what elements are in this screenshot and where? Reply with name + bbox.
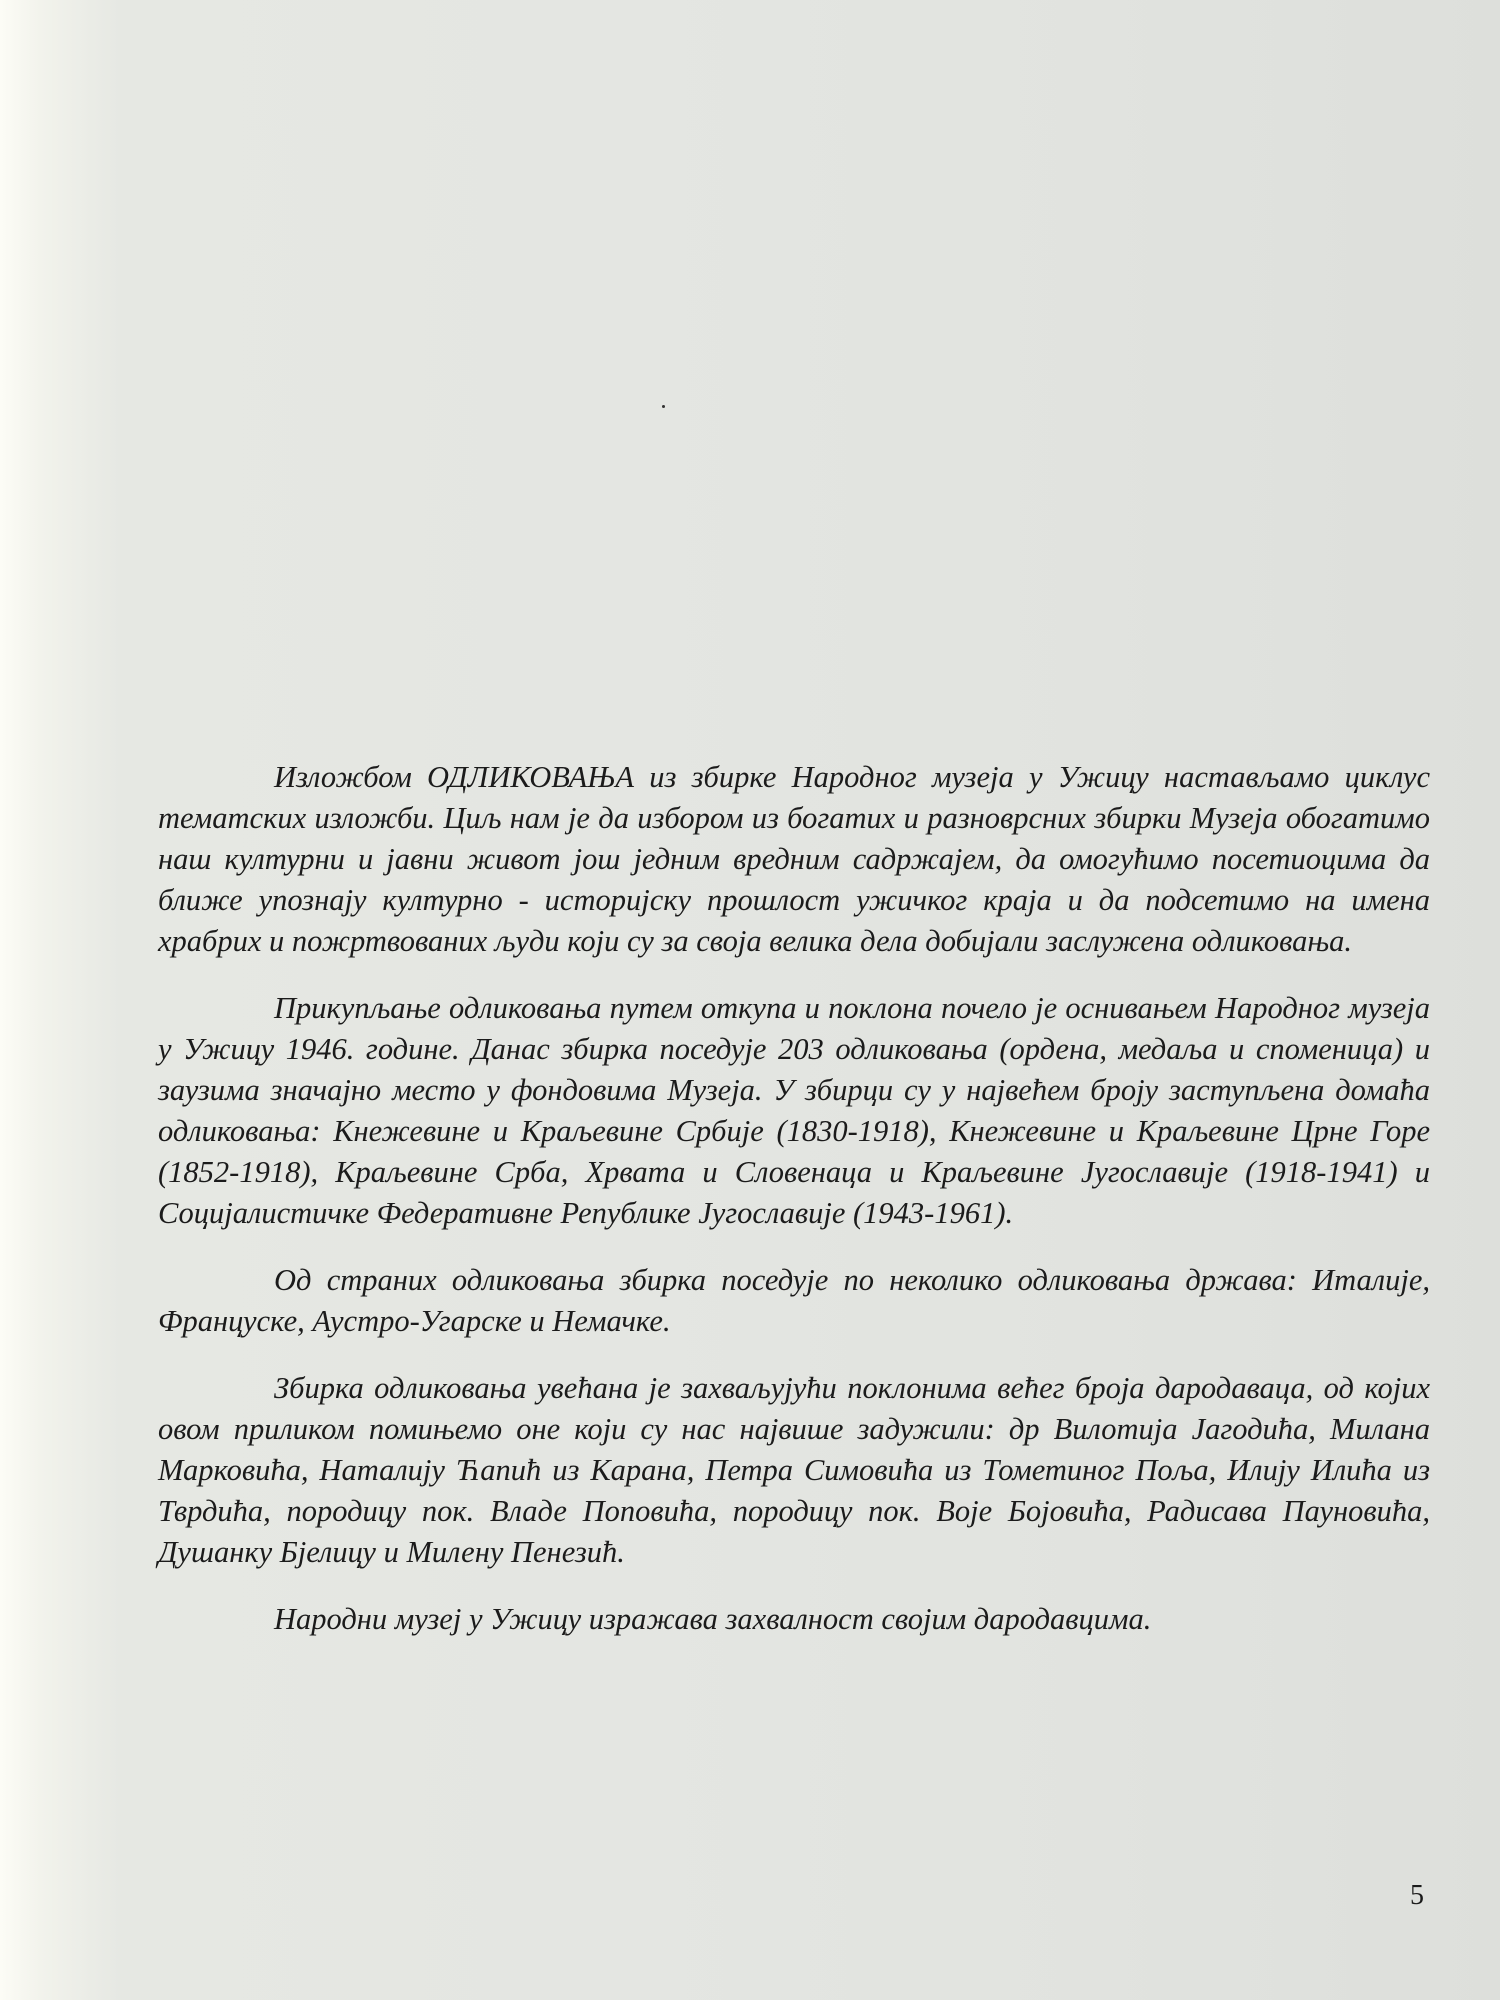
page-number: 5: [1410, 1880, 1424, 1911]
paragraph-collection-history: Прикупљање одликовања путем откупа и поклона почело је оснивањем Народног музеја у Ужицу 1946. године. Данас збирка поседује 203 одликовања (ордена, медаља и споменица) и заузима значајно место у фондовима Музеја. У збирци су у највећем броју заступљена домаћа одликовања: Кнежевине и Краљевине Србије (1830-1918), Кнежевине и Краљевине Црне Горе (1852-1918), Краљевине Срба, Хрвата и Словенаца и Краљевине Југославије (1918-1941) и Социјалистичке Федеративне Републике Југославије (1943-1961).: [158, 991, 1430, 1230]
body-text: [158, 757, 1430, 1666]
paragraph-intro: Изложбом ОДЛИКОВАЊА из збирке Народног музеја у Ужицу настављамо циклус тематских изложби. Циљ нам је да избором из богатих и разноврсних збирки Музеја обогатимо наш културни и јавни живот још једним вредним садржајем, да омогућимо посетиоцима да ближе упознају културно - историјску прошлост ужичког краја и да подсетимо на имена храбрих и пожртвованих људи који су за своја велика дела добијали заслужена одликовања.: [158, 760, 1430, 958]
paragraph-foreign-decorations: Од страних одликовања збирка поседује по неколико одликовања држава: Италије, Француске, Аустро-Угарске и Немачке.: [158, 1263, 1430, 1338]
paragraph-gratitude: Народни музеј у Ужицу изражава захвалност својим дародавцима.: [274, 1602, 1152, 1636]
paragraph-donors: Збирка одликовања увећана је захваљујући поклонима већег броја дародаваца, од којих овом приликом помињемо оне који су нас највише задужили: др Вилотија Јагодића, Милана Марковића, Наталију Ћапић из Карана, Петра Симовића из Тометиног Поља, Илију Илића из Тврдића, породицу пок. Владе Поповића, породицу пок. Воје Бојовића, Радисава Пауновића, Душанку Бјелицу и Милену Пенезић.: [158, 1371, 1430, 1569]
paper-speck: [662, 405, 665, 408]
